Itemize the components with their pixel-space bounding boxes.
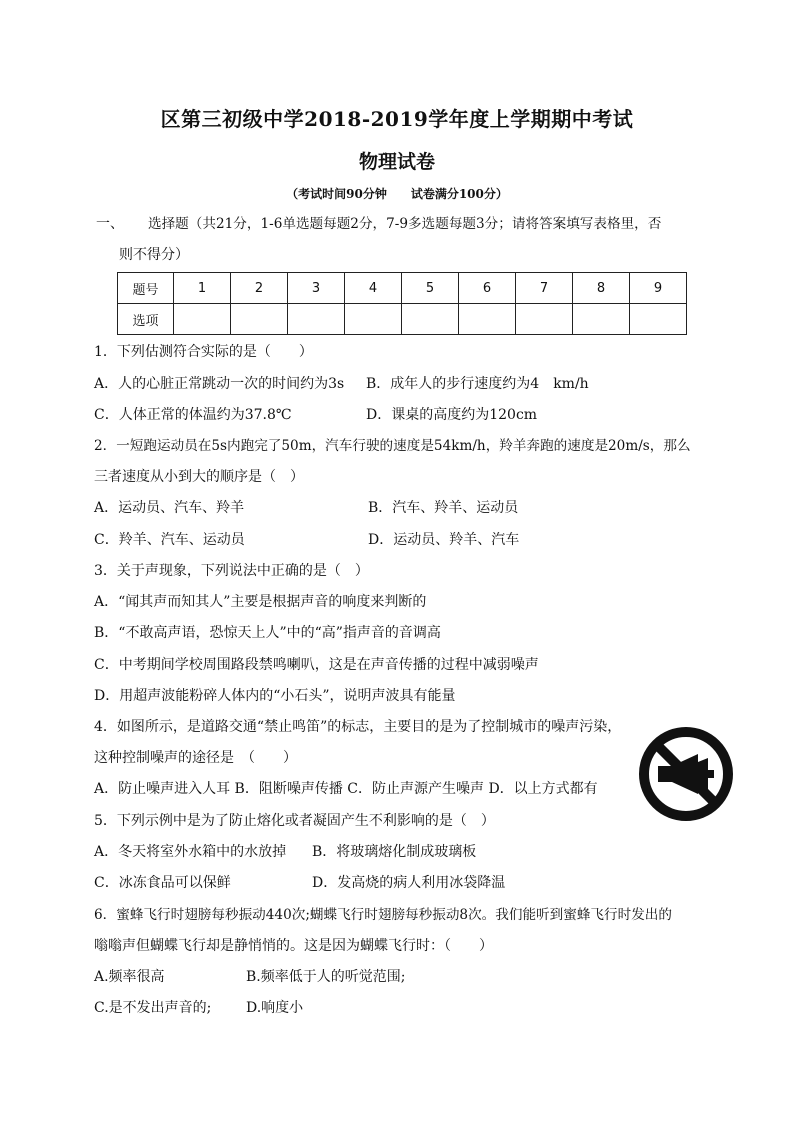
- q4-options: A．防止噪声进入人耳 B．阻断噪声传播 C．防止声源产生噪声 D．以上方式都有: [94, 781, 598, 797]
- q4-stem-line2: 这种控制噪声的途径是 （ ）: [94, 750, 297, 766]
- section-instruction-line1: 选择题（共21分，1-6单选题每题2分，7-9多选题每题3分；请将答案填写表格里，否: [148, 216, 662, 232]
- exam-info: （考试时间90分钟 试卷满分100分）: [286, 187, 508, 201]
- page-title: 区第三初级中学2018-2019学年度上学期期中考试: [160, 107, 634, 131]
- answer-table-number-9: 9: [630, 273, 687, 304]
- answer-table-number-2: 2: [231, 273, 288, 304]
- q5-option-b: B．将玻璃熔化制成玻璃板: [312, 844, 477, 860]
- answer-cell-3[interactable]: [288, 304, 345, 335]
- q5-stem: 5．下列示例中是为了防止熔化或者凝固产生不利影响的是（ ）: [94, 813, 495, 829]
- q2-option-a: A．运动员、汽车、羚羊: [94, 500, 245, 516]
- q3-option-c: C．中考期间学校周围路段禁鸣喇叭，这是在声音传播的过程中减弱噪声: [94, 657, 539, 673]
- q1-option-c: C．人体正常的体温约为37.8℃: [94, 407, 292, 423]
- section-instruction-line2: 则不得分）: [119, 247, 189, 263]
- answer-cell-5[interactable]: [402, 304, 459, 335]
- q1-stem: 1．下列估测符合实际的是（ ）: [94, 344, 313, 360]
- answer-table-header-row: [118, 273, 687, 304]
- q2-stem-line1: 2．一短跑运动员在5s内跑完了50m，汽车行驶的速度是54km/h，羚羊奔跑的速度是20m/s，那么: [94, 438, 691, 454]
- answer-table-label-option: 选项: [118, 304, 174, 335]
- answer-table-number-4: 4: [345, 273, 402, 304]
- q1-option-d: D．课桌的高度约为120cm: [366, 407, 538, 423]
- q1-option-b: B．成年人的步行速度约为4 km/h: [366, 376, 589, 392]
- answer-cell-1[interactable]: [174, 304, 231, 335]
- answer-table-number-3: 3: [288, 273, 345, 304]
- q3-option-b: B．“不敢高声语，恐惊天上人”中的“高”指声音的音调高: [94, 625, 441, 641]
- answer-cell-8[interactable]: [573, 304, 630, 335]
- q1-option-a: A．人的心脏正常跳动一次的时间约为3s: [94, 376, 345, 392]
- section-number: 一、: [96, 216, 124, 232]
- answer-table-label-number: 题号: [118, 273, 174, 304]
- answer-cell-6[interactable]: [459, 304, 516, 335]
- q3-stem: 3．关于声现象，下列说法中正确的是（ ）: [94, 563, 369, 579]
- q6-option-d: D.响度小: [246, 1000, 304, 1016]
- answer-cell-7[interactable]: [516, 304, 573, 335]
- q2-stem-line2: 三者速度从小到大的顺序是（ ）: [94, 469, 304, 485]
- answer-cell-9[interactable]: [630, 304, 687, 335]
- q6-option-b: B.频率低于人的听觉范围;: [246, 969, 406, 985]
- answer-cell-2[interactable]: [231, 304, 288, 335]
- q3-option-d: D．用超声波能粉碎人体内的“小石头”，说明声波具有能量: [94, 688, 456, 704]
- answer-table-answer-row: [118, 304, 687, 335]
- q6-stem-line2: 嗡嗡声但蝴蝶飞行却是静悄悄的。这是因为蝴蝶飞行时：（ ）: [94, 938, 493, 954]
- q3-option-a: A．“闻其声而知其人”主要是根据声音的响度来判断的: [94, 594, 427, 610]
- q6-stem-line1: 6．蜜蜂飞行时翅膀每秒振动440次;蝴蝶飞行时翅膀每秒振动8次。我们能听到蜜蜂飞行时发出的: [94, 907, 672, 923]
- q2-option-b: B．汽车、羚羊、运动员: [368, 500, 519, 516]
- q5-option-c: C．冰冻食品可以保鲜: [94, 875, 231, 891]
- q2-option-d: D．运动员、羚羊、汽车: [368, 532, 520, 548]
- answer-table-number-5: 5: [402, 273, 459, 304]
- answer-table-number-8: 8: [573, 273, 630, 304]
- q6-option-a: A.频率很高: [94, 969, 165, 985]
- q2-option-c: C．羚羊、汽车、运动员: [94, 532, 245, 548]
- answer-cell-4[interactable]: [345, 304, 402, 335]
- page-subtitle: 物理试卷: [358, 151, 435, 173]
- answer-table: [117, 272, 687, 335]
- answer-table-number-6: 6: [459, 273, 516, 304]
- q5-option-d: D．发高烧的病人利用冰袋降温: [312, 875, 506, 891]
- no-honking-sign-icon: [636, 724, 736, 824]
- q6-option-c: C.是不发出声音的;: [94, 1000, 212, 1016]
- answer-table-number-7: 7: [516, 273, 573, 304]
- q5-option-a: A．冬天将室外水箱中的水放掉: [94, 844, 287, 860]
- answer-table-number-1: 1: [174, 273, 231, 304]
- q4-stem-line1: 4．如图所示，是道路交通“禁止鸣笛”的标志，主要目的是为了控制城市的噪声污染，: [94, 719, 622, 735]
